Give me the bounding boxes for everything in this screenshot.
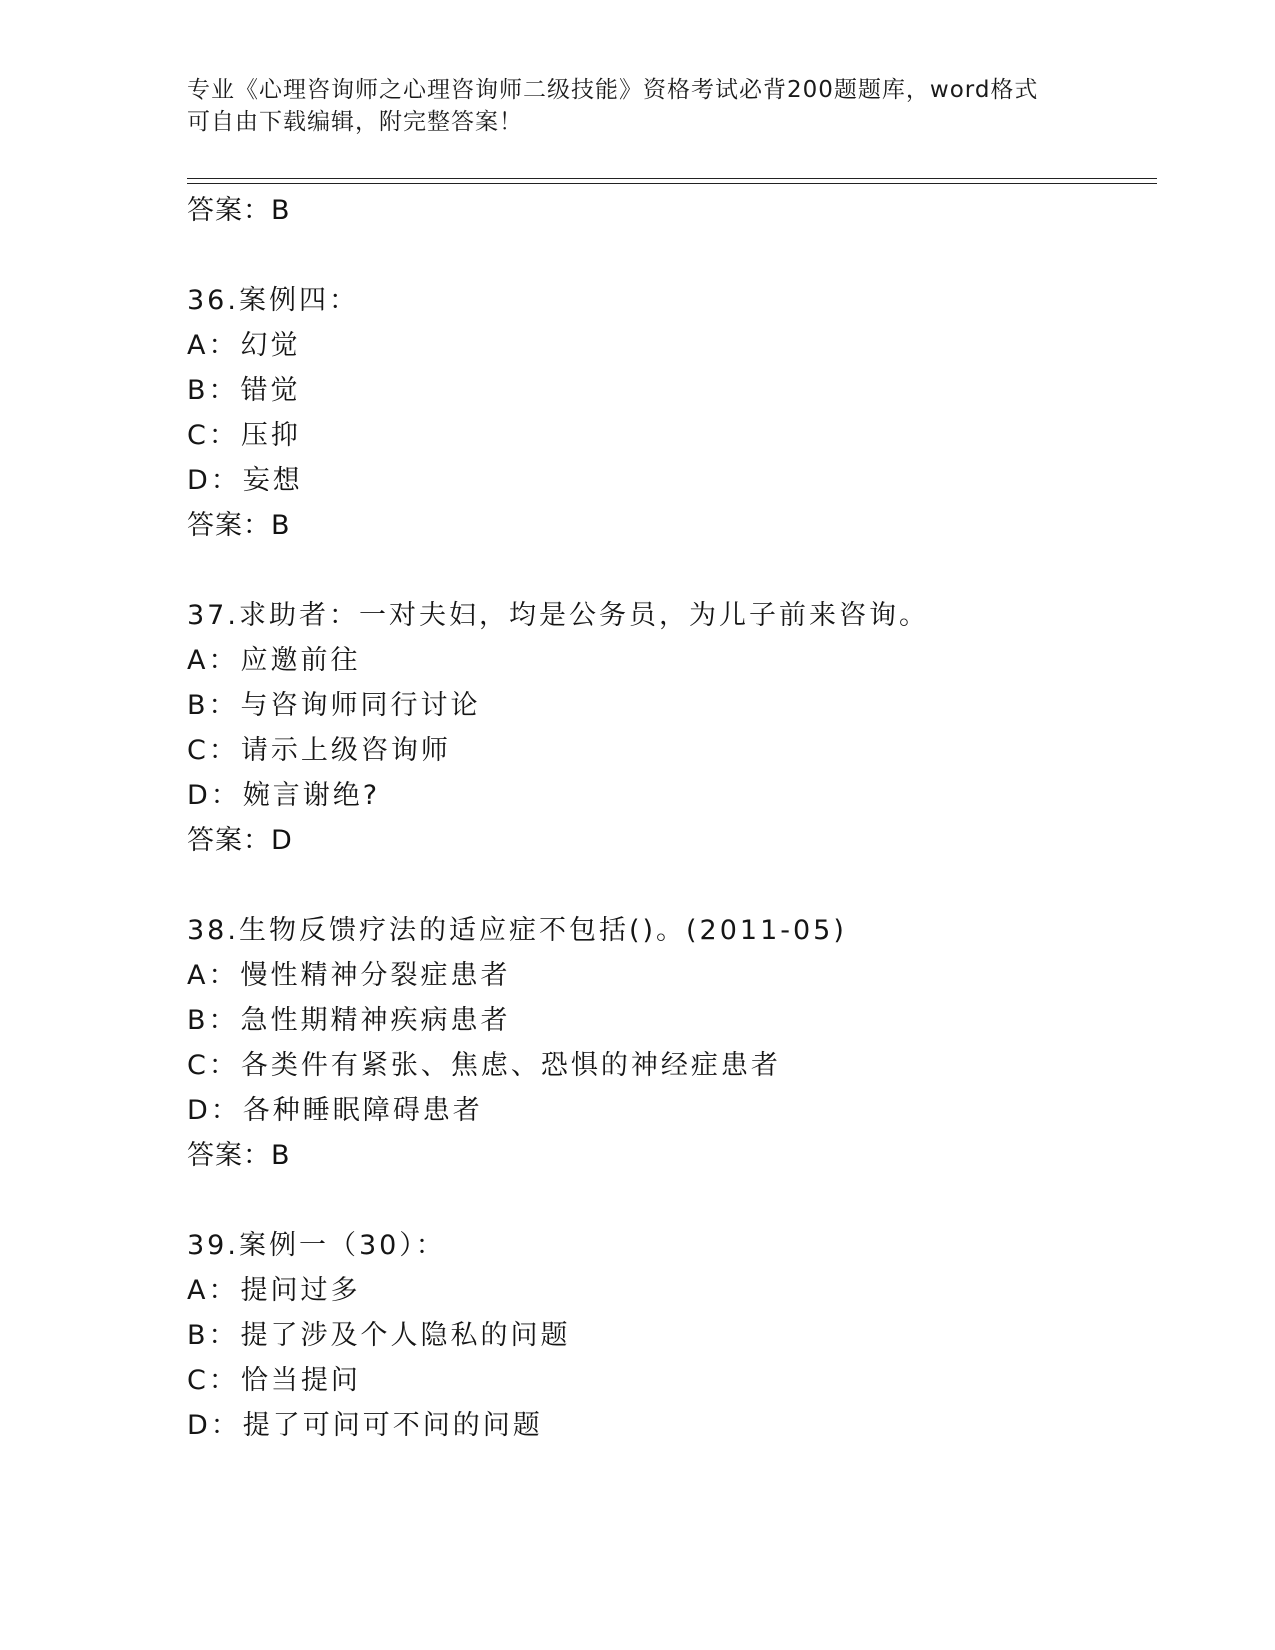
option-text: 婉言谢绝? [242, 780, 381, 811]
document-header [187, 74, 1067, 138]
option-text: 急性期精神疾病患者 [240, 1005, 511, 1036]
option-text: 提了可问可不问的问题 [242, 1410, 543, 1441]
option-text: 应邀前往 [240, 645, 361, 676]
option-key: C： [187, 735, 239, 766]
option-key: D： [187, 1095, 241, 1126]
option-text: 错觉 [240, 375, 301, 406]
option-d [187, 773, 1147, 818]
option-key: A： [187, 960, 239, 991]
option-key: C： [187, 420, 239, 451]
option-c [187, 1358, 1147, 1403]
header-divider-top [187, 178, 1157, 179]
option-key: B： [187, 690, 239, 721]
question-list [187, 188, 1147, 1448]
option-text: 幻觉 [240, 330, 301, 361]
answer-line [187, 818, 1147, 863]
answer-value: D [271, 825, 293, 856]
option-key: A： [187, 330, 239, 361]
option-text: 提了涉及个人隐私的问题 [240, 1320, 571, 1351]
option-key: B： [187, 375, 239, 406]
option-text: 妄想 [242, 465, 303, 496]
previous-answer [187, 188, 1147, 233]
question-39 [187, 1223, 1147, 1448]
option-a [187, 323, 1147, 368]
option-key: D： [187, 465, 241, 496]
question-38 [187, 908, 1147, 1178]
option-d [187, 1403, 1147, 1448]
answer-label: 答案： [187, 1140, 271, 1171]
option-key: C： [187, 1050, 239, 1081]
option-text: 各种睡眠障碍患者 [242, 1095, 483, 1126]
answer-value: B [271, 195, 291, 226]
option-key: D： [187, 1410, 241, 1441]
answer-line [187, 1133, 1147, 1178]
answer-value: B [271, 510, 291, 541]
option-text: 压抑 [240, 420, 301, 451]
option-b [187, 998, 1147, 1043]
option-c [187, 1043, 1147, 1088]
option-key: A： [187, 1275, 239, 1306]
question-text: 37.求助者：一对夫妇，均是公务员，为儿子前来咨询。 [187, 600, 929, 631]
answer-label: 答案： [187, 195, 271, 226]
option-key: B： [187, 1005, 239, 1036]
option-text: 提问过多 [240, 1275, 361, 1306]
answer-label: 答案： [187, 510, 271, 541]
option-b [187, 1313, 1147, 1358]
option-d [187, 458, 1147, 503]
question-text: 36.案例四： [187, 285, 359, 316]
question-text: 38.生物反馈疗法的适应症不包括()。(2011-05) [187, 915, 847, 946]
answer-line [187, 503, 1147, 548]
option-text: 慢性精神分裂症患者 [240, 960, 511, 991]
option-b [187, 368, 1147, 413]
option-a [187, 1268, 1147, 1313]
header-divider-bottom [187, 183, 1157, 184]
option-key: C： [187, 1365, 239, 1396]
option-d [187, 1088, 1147, 1133]
question-36 [187, 278, 1147, 548]
option-c [187, 728, 1147, 773]
option-text: 与咨询师同行讨论 [240, 690, 481, 721]
header-line-2: 可自由下载编辑，附完整答案！ [187, 109, 523, 135]
header-line-1: 专业《心理咨询师之心理咨询师二级技能》资格考试必背200题题库，word格式 [187, 77, 1039, 103]
option-text: 各类件有紧张、焦虑、恐惧的神经症患者 [240, 1050, 781, 1081]
question-37 [187, 593, 1147, 863]
option-a [187, 953, 1147, 998]
option-a [187, 638, 1147, 683]
option-key: A： [187, 645, 239, 676]
option-c [187, 413, 1147, 458]
option-text: 恰当提问 [240, 1365, 361, 1396]
answer-value: B [271, 1140, 291, 1171]
answer-label: 答案： [187, 825, 271, 856]
option-text: 请示上级咨询师 [240, 735, 451, 766]
option-key: B： [187, 1320, 239, 1351]
option-b [187, 683, 1147, 728]
question-text: 39.案例一（30）： [187, 1230, 446, 1261]
option-key: D： [187, 780, 241, 811]
